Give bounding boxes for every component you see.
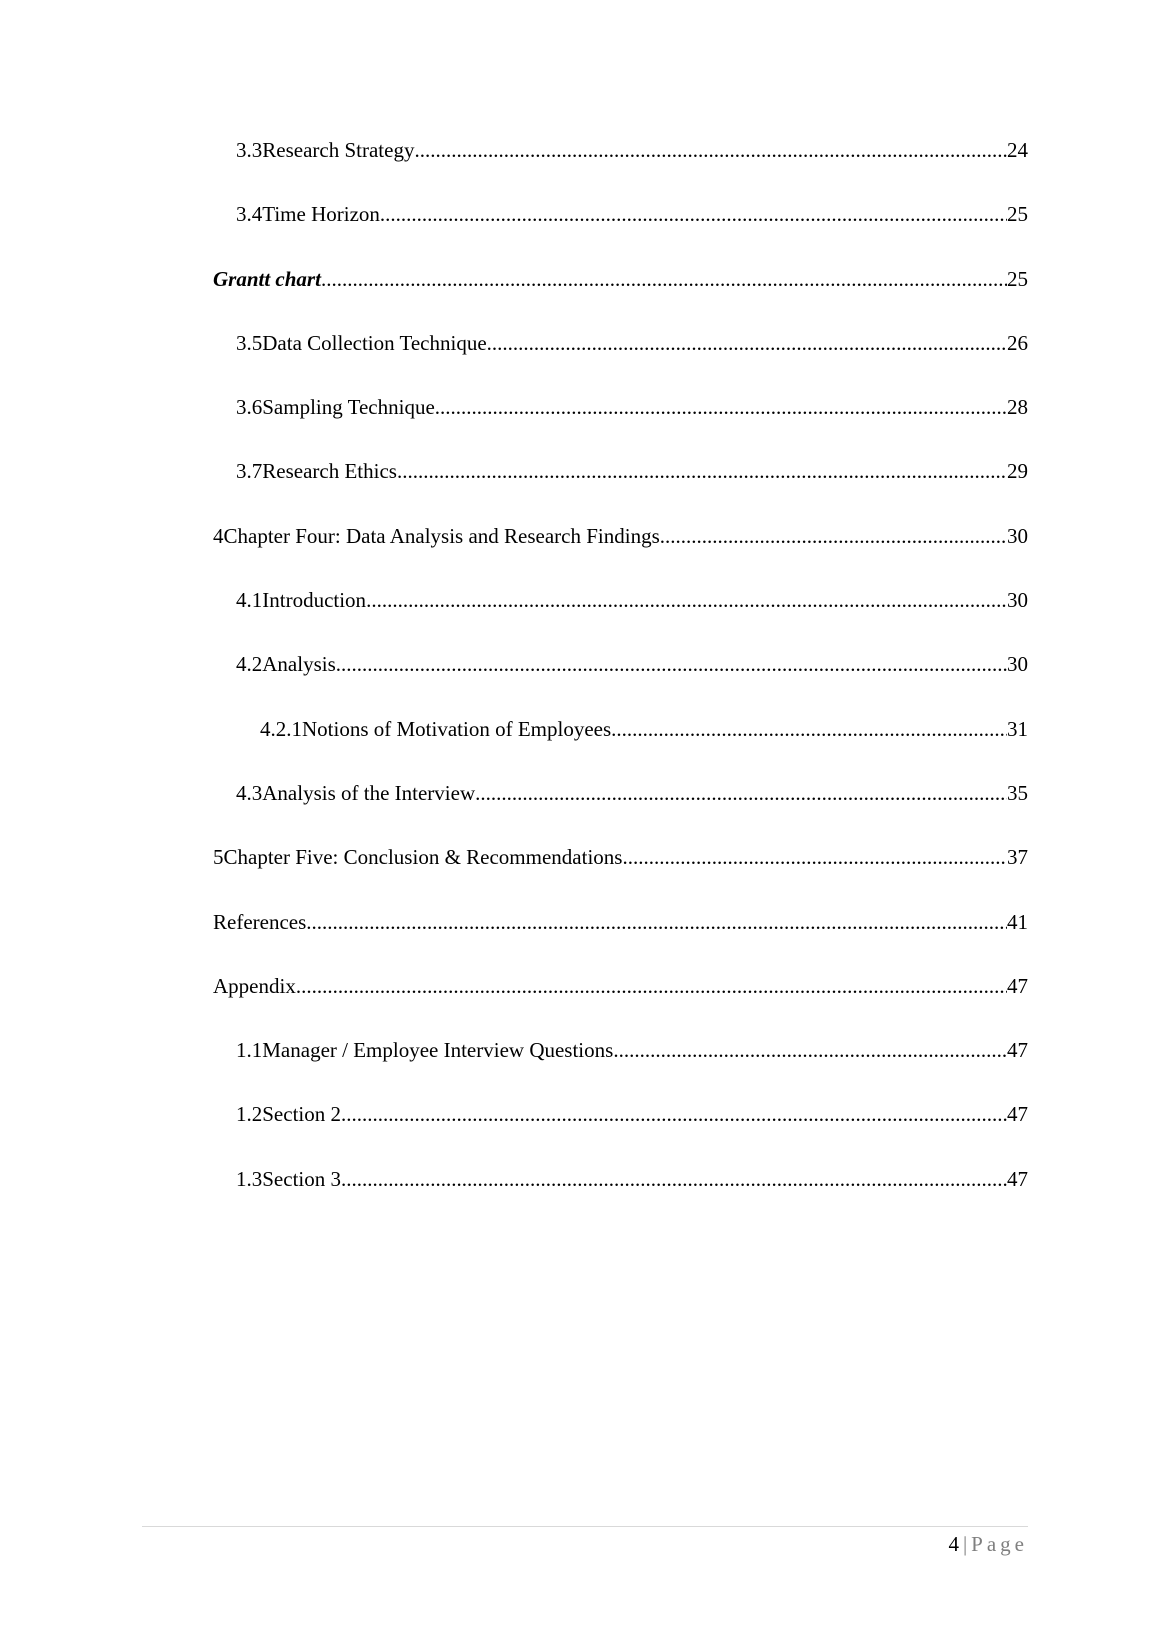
toc-entry-number: 1.3 — [236, 1166, 263, 1191]
toc-entry-page: 47 — [1007, 1038, 1028, 1063]
toc-entry[interactable] — [213, 779, 1028, 843]
toc-entry-title[interactable]: Chapter Four: Data Analysis and Research Findings — [223, 523, 660, 548]
toc-dot-leader — [611, 715, 1007, 743]
toc-entry-page: 41 — [1007, 909, 1028, 934]
toc-entry-title[interactable]: Notions of Motivation of Employees — [302, 716, 612, 741]
footer-page-label: Page — [971, 1532, 1028, 1556]
footer-page-number: 4 — [948, 1532, 959, 1556]
toc-entry-page: 30 — [1007, 588, 1028, 613]
toc-entry-number: 3.5 — [236, 330, 263, 355]
toc-entry-number: 3.4 — [236, 202, 263, 227]
toc-entry-title[interactable]: Research Ethics — [262, 459, 397, 484]
toc-dot-leader — [414, 136, 1007, 164]
toc-entry[interactable] — [213, 972, 1028, 1036]
toc-entry[interactable] — [213, 393, 1028, 457]
toc-entry-title[interactable]: Research Strategy — [262, 138, 415, 162]
toc-dot-leader — [397, 457, 1007, 485]
toc-entry[interactable] — [213, 1165, 1028, 1229]
toc-entry-number: 3.3 — [236, 138, 263, 162]
footer-divider — [142, 1526, 1028, 1527]
toc-entry-title[interactable]: Manager / Employee Interview Questions — [262, 1038, 614, 1063]
toc-entry-number: 4.2 — [236, 652, 263, 677]
toc-entry-number: 5 — [213, 845, 224, 870]
toc-entry[interactable] — [213, 908, 1028, 972]
toc-dot-leader — [321, 265, 1007, 293]
footer-separator: | — [962, 1532, 968, 1556]
toc-entry-page: 25 — [1007, 202, 1028, 227]
toc-entry-page: 30 — [1007, 652, 1028, 677]
toc-entry[interactable] — [213, 522, 1028, 586]
toc-dot-leader — [296, 972, 1007, 1000]
toc-dot-leader — [341, 1100, 1007, 1128]
toc-dot-leader — [660, 522, 1007, 550]
toc-entry-page: 47 — [1007, 1102, 1028, 1127]
toc-dot-leader — [366, 586, 1007, 614]
toc-entry-page: 37 — [1007, 845, 1028, 870]
toc-entry-number: 4.1 — [236, 588, 263, 613]
toc-entry-page: 30 — [1007, 523, 1028, 548]
toc-entry-number: 4 — [213, 523, 224, 548]
toc-entry[interactable] — [213, 843, 1028, 907]
toc-entry-page: 35 — [1007, 780, 1028, 805]
toc-dot-leader — [380, 200, 1007, 228]
toc-dot-leader — [622, 843, 1007, 871]
toc-entry[interactable] — [213, 457, 1028, 521]
toc-dot-leader — [613, 1036, 1007, 1064]
toc-entry-title[interactable]: Analysis — [262, 652, 336, 677]
toc-dot-leader — [336, 650, 1007, 678]
toc-dot-leader — [306, 908, 1007, 936]
toc-entry[interactable] — [213, 715, 1028, 779]
toc-entry[interactable] — [213, 200, 1028, 264]
toc-entry[interactable] — [213, 329, 1028, 393]
toc-entry-title[interactable]: Section 2 — [262, 1102, 341, 1127]
toc-entry-title[interactable]: References — [213, 909, 307, 934]
toc-entry-title[interactable]: Section 3 — [262, 1166, 341, 1191]
toc-entry-page: 26 — [1007, 330, 1028, 355]
toc-entry[interactable] — [213, 265, 1028, 329]
toc-dot-leader — [435, 393, 1007, 421]
table-of-contents — [213, 136, 1028, 1229]
toc-entry-title[interactable]: Grantt chart — [213, 266, 321, 291]
toc-entry-page: 28 — [1007, 395, 1028, 420]
toc-entry-page: 47 — [1007, 973, 1028, 998]
toc-dot-leader — [487, 329, 1007, 357]
toc-entry-page: 31 — [1007, 716, 1028, 741]
toc-entry-title[interactable]: Appendix — [213, 973, 296, 998]
toc-entry-page: 25 — [1007, 266, 1028, 291]
toc-entry-title[interactable]: Analysis of the Interview — [262, 780, 476, 805]
toc-entry-number: 1.1 — [236, 1038, 263, 1063]
toc-entry-page: 24 — [1007, 138, 1028, 162]
toc-entry-title[interactable]: Sampling Technique — [262, 395, 435, 420]
toc-entry-number: 1.2 — [236, 1102, 263, 1127]
toc-entry-number: 4.2.1 — [260, 716, 302, 741]
toc-entry-title[interactable]: Data Collection Technique — [262, 330, 487, 355]
toc-entry-number: 4.3 — [236, 780, 263, 805]
toc-entry[interactable] — [213, 650, 1028, 714]
toc-entry-number: 3.6 — [236, 395, 263, 420]
toc-entry-title[interactable]: Introduction — [262, 588, 367, 613]
toc-entry-title[interactable]: Time Horizon — [262, 202, 380, 227]
page-footer — [948, 1530, 1028, 1558]
toc-entry-page: 29 — [1007, 459, 1028, 484]
toc-dot-leader — [475, 779, 1007, 807]
toc-entry-number: 3.7 — [236, 459, 263, 484]
toc-entry-page: 47 — [1007, 1166, 1028, 1191]
toc-dot-leader — [341, 1165, 1007, 1193]
toc-entry[interactable] — [213, 136, 1028, 200]
toc-entry[interactable] — [213, 1100, 1028, 1164]
toc-entry-title[interactable]: Chapter Five: Conclusion & Recommendations — [223, 845, 623, 870]
toc-entry[interactable] — [213, 586, 1028, 650]
toc-entry[interactable] — [213, 1036, 1028, 1100]
